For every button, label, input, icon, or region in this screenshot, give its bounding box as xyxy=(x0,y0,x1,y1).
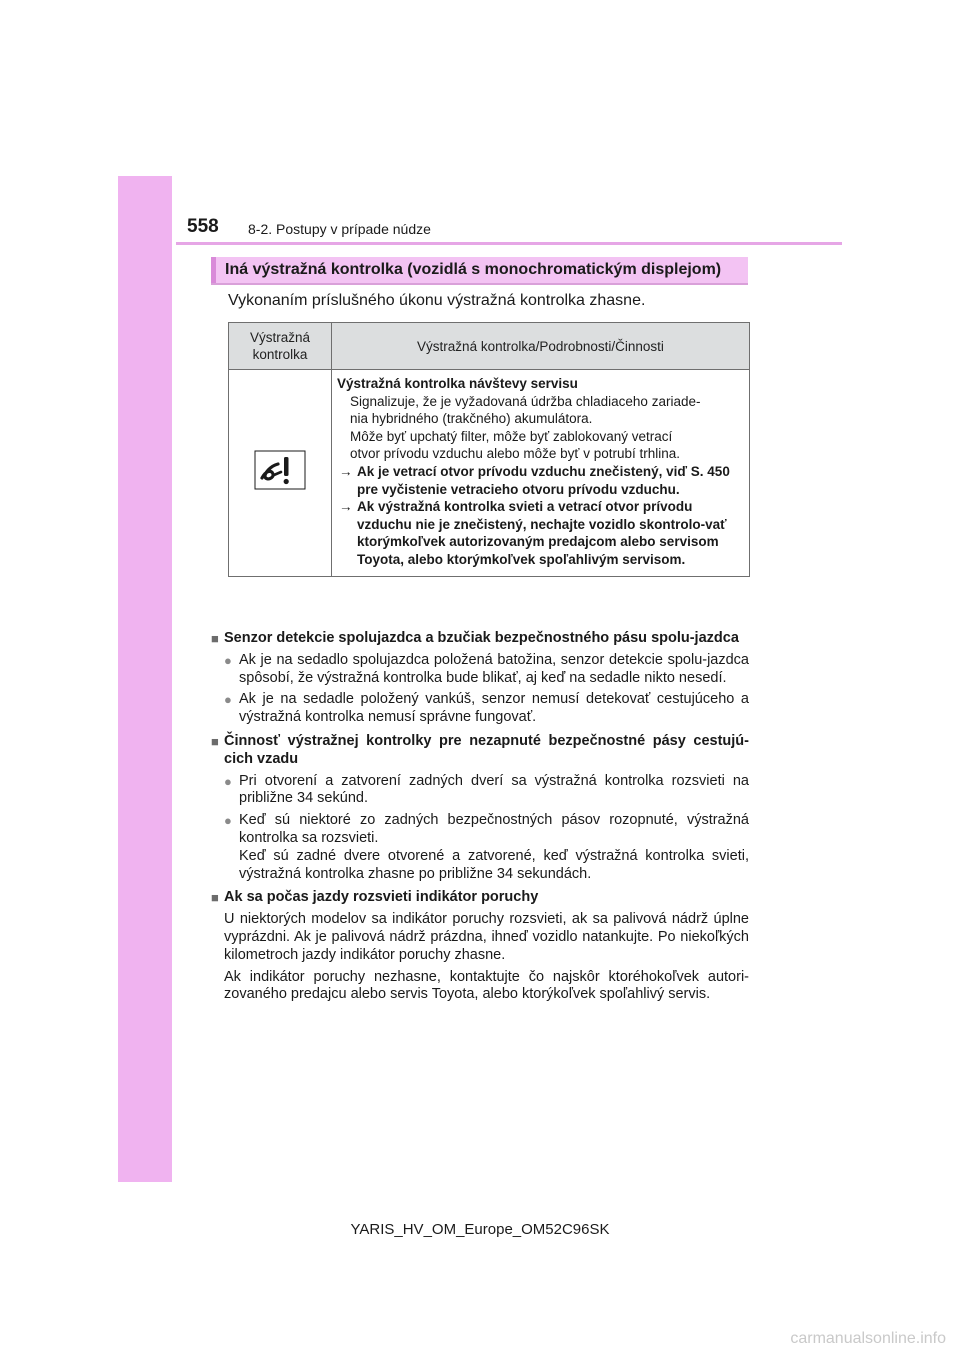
footer-doc-id: YARIS_HV_OM_Europe_OM52C96SK xyxy=(350,1221,610,1238)
list-item-text: Pri otvorení a zatvorení zadných dverí sa výstražná kontrolka rozsvieti na približne 34 sekúnd. xyxy=(239,772,749,807)
warning-table xyxy=(228,322,750,577)
list-item-text: Keď sú niektoré zo zadných bezpečnostných pásov rozopnuté, výstražná kontrolka sa rozsvieti. xyxy=(239,812,749,846)
detail-line: nia hybridného (trakčného) akumulátora. xyxy=(350,411,593,427)
lamp-cell xyxy=(229,370,332,577)
action-text: Ak výstražná kontrolka svieti a vetrací otvor prívodu vzduchu nie je znečistený, nechajte vozidlo skontrolo-vať ktorýmkoľvek autorizovaným predajcom alebo servisom Toyota, alebo ktorýmkoľvek spoľahlivým servisom. xyxy=(357,499,727,567)
square-bullet-icon: ■ xyxy=(211,631,219,646)
col-header-details: Výstražná kontrolka/Podrobnosti/Činnosti xyxy=(332,323,750,370)
section-heading xyxy=(211,733,749,769)
square-bullet-icon: ■ xyxy=(211,890,219,906)
list-item-text: Ak je na sedadlo spolujazdca položená batožina, senzor detekcie spolu-jazdca spôsobí, že výstražná kontrolka bude blikať, aj keď na sedadle nikto nesedí. xyxy=(239,651,749,686)
round-bullet-icon: ● xyxy=(224,652,232,668)
list-item xyxy=(211,691,749,727)
list-item xyxy=(211,773,749,809)
detail-line: otvor prívodu vzduchu alebo môže byť v potrubí trhlina. xyxy=(350,446,680,462)
page-number: 558 xyxy=(187,216,219,237)
list-item-text: Ak je na sedadle položený vankúš, senzor nemusí detekovať cestujúceho a výstražná kontrolka nemusí správne fungovať. xyxy=(239,691,749,726)
list-item-continuation: Keď sú zadné dvere otvorené a zatvorené, keď výstražná kontrolka svieti, výstražná kontrolka zhasne po približne 34 sekundách. xyxy=(239,847,749,882)
action-item xyxy=(337,498,743,568)
header-rule xyxy=(176,242,842,245)
list-item xyxy=(211,812,749,848)
detail-line: Môže byť upchatý filter, môže byť zablokovaný vetrací xyxy=(350,428,673,444)
box-heading: Iná výstražná kontrolka (vozidlá s monochromatickým displejom) xyxy=(211,257,748,283)
round-bullet-icon: ● xyxy=(224,773,232,789)
intro-text: Vykonaním príslušného úkonu výstražná kontrolka zhasne. xyxy=(228,292,646,309)
ventilation-warning-icon xyxy=(254,450,306,490)
col-header-lamp xyxy=(229,323,332,370)
round-bullet-icon: ● xyxy=(224,813,232,829)
paragraph: U niektorých modelov sa indikátor poruchy rozsvieti, ak sa palivová nádrž úplne vyprázdni. Ak je palivová nádrž prázdna, ihneď vozidlo natankujte. Po niekoľkých kilometroch jazdy indikátor poruchy zhasne. xyxy=(224,911,749,963)
lamp-title: Výstražná kontrolka návštevy servisu xyxy=(337,376,578,391)
section-heading xyxy=(211,630,749,648)
watermark: carmanualsonline.info xyxy=(790,1330,946,1347)
detail-line: Signalizuje, že je vyžadovaná údržba chladiaceho zariade- xyxy=(350,393,701,409)
side-band xyxy=(118,176,172,1182)
section-title: 8-2. Postupy v prípade núdze xyxy=(248,221,431,237)
paragraph: Ak indikátor poruchy nezhasne, kontaktujte čo najskôr ktoréhokoľvek autori-zovaného predajcu alebo servis Toyota, alebo ktorýkoľvek spoľahlivý servis. xyxy=(224,968,749,1003)
arrow-icon: → xyxy=(339,499,353,515)
square-bullet-icon: ■ xyxy=(211,733,219,749)
body-text xyxy=(211,630,749,1004)
box-heading-underline xyxy=(211,283,748,285)
table-header-row xyxy=(229,323,750,370)
round-bullet-icon: ● xyxy=(224,692,232,708)
section-heading-text: Činnosť výstražnej kontrolky pre nezapnuté bezpečnostné pásy cestujú-cich vzadu xyxy=(224,732,749,767)
section-heading-text: Senzor detekcie spolujazdca a bzučiak bezpečnostného pásu spolu-jazdca xyxy=(224,630,739,646)
list-item xyxy=(211,652,749,688)
details-cell xyxy=(332,370,750,577)
action-text: Ak je vetrací otvor prívodu vzduchu znečistený, viď S. 450 pre vyčistenie vetracieho otvoru prívodu vzduchu. xyxy=(357,463,730,497)
section-heading xyxy=(211,889,749,907)
col-header-lamp-line2: kontrolka xyxy=(252,347,308,362)
section-heading-text: Ak sa počas jazdy rozsvieti indikátor poruchy xyxy=(224,889,539,906)
table-row xyxy=(229,370,750,577)
arrow-icon: → xyxy=(339,463,353,479)
action-item xyxy=(337,463,743,498)
col-header-lamp-line1: Výstražná xyxy=(249,330,311,345)
